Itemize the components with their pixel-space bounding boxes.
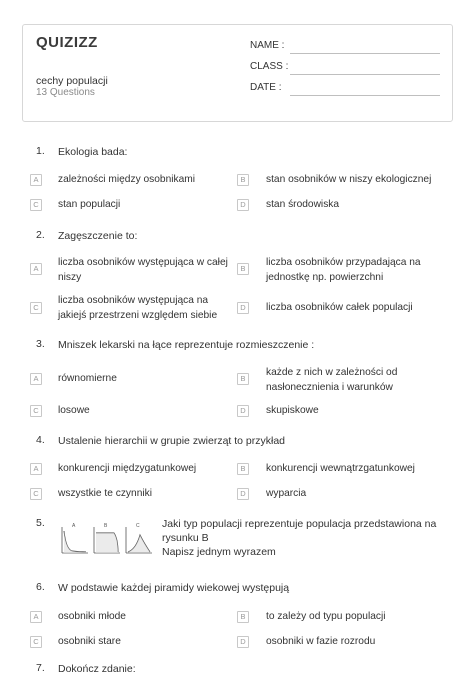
option-text: konkurencji wewnątrzgatunkowej	[266, 463, 415, 474]
svg-text:B: B	[104, 523, 108, 529]
option-text: liczba osobników całek populacji	[266, 302, 413, 313]
age-distribution-curves-figure	[58, 519, 156, 559]
option-letter-box[interactable]: A	[30, 611, 42, 623]
question-number: 2.	[36, 229, 45, 241]
option-text: liczba osobników występująca w całej niszy	[58, 257, 228, 283]
option-letter-box[interactable]: A	[30, 463, 42, 475]
option-text: osobniki stare	[58, 636, 121, 647]
option-letter-box[interactable]: A	[30, 373, 42, 385]
option-text: konkurencji międzygatunkowej	[58, 463, 197, 474]
option-text: stan środowiska	[266, 199, 340, 210]
option-text: równomierne	[58, 373, 117, 384]
question-number: 4.	[36, 434, 45, 446]
question-number: 7.	[36, 662, 45, 674]
option-text: skupiskowe	[266, 405, 319, 416]
option-letter-box[interactable]: D	[237, 302, 249, 314]
question-text: Dokończ zdanie:	[58, 663, 136, 675]
option-text: osobniki w fazie rozrodu	[266, 636, 376, 647]
option-letter-box[interactable]: B	[237, 174, 249, 186]
name-field[interactable]	[290, 53, 440, 54]
question-text: Jaki typ populacji reprezentuje populacja przedstawiona na rysunku B	[162, 518, 437, 544]
option-text: każde z nich w zależności od nasłonecznienia i warunków	[266, 367, 398, 393]
question-number: 5.	[36, 517, 45, 529]
option-letter-box[interactable]: D	[237, 199, 249, 211]
option-text: zależności między osobnikami	[58, 174, 196, 185]
class-label: CLASS :	[250, 61, 289, 72]
option-text: wszystkie te czynniki	[58, 488, 152, 499]
svg-text:A: A	[72, 523, 76, 529]
option-letter-box[interactable]: D	[237, 636, 249, 648]
question-text: Ustalenie hierarchii w grupie zwierząt to przykład	[58, 435, 286, 447]
date-label: DATE :	[250, 82, 282, 93]
question-count: 13 Questions	[36, 87, 95, 98]
question-number: 6.	[36, 581, 45, 593]
option-letter-box[interactable]: A	[30, 174, 42, 186]
question-text: W podstawie każdej piramidy wiekowej występują	[58, 582, 290, 594]
option-letter-box[interactable]: C	[30, 405, 42, 417]
question-number: 1.	[36, 145, 45, 157]
option-letter-box[interactable]: B	[237, 463, 249, 475]
question-number: 3.	[36, 338, 45, 350]
option-letter-box[interactable]: B	[237, 373, 249, 385]
worksheet-title: cechy populacji	[36, 75, 108, 87]
option-text: liczba osobników przypadająca na jednostkę np. powierzchni	[266, 257, 421, 283]
option-letter-box[interactable]: C	[30, 636, 42, 648]
svg-text:C: C	[136, 523, 140, 529]
option-text: osobniki młode	[58, 611, 126, 622]
population-figure	[58, 519, 156, 559]
option-letter-box[interactable]: C	[30, 302, 42, 314]
question-subtext: Napisz jednym wyrazem	[162, 546, 276, 558]
option-text: to zależy od typu populacji	[266, 611, 386, 622]
option-text: wyparcia	[266, 488, 307, 499]
option-text: stan osobników w niszy ekologicznej	[266, 174, 432, 185]
option-letter-box[interactable]: A	[30, 263, 42, 275]
question-text: Zagęszczenie to:	[58, 230, 138, 242]
option-text: losowe	[58, 405, 90, 416]
option-text: stan populacji	[58, 199, 121, 210]
option-letter-box[interactable]: B	[237, 263, 249, 275]
date-field[interactable]	[290, 95, 440, 96]
name-label: NAME :	[250, 40, 285, 51]
option-letter-box[interactable]: D	[237, 405, 249, 417]
option-letter-box[interactable]: C	[30, 488, 42, 500]
option-letter-box[interactable]: B	[237, 611, 249, 623]
question-text: Ekologia bada:	[58, 146, 128, 158]
option-letter-box[interactable]: C	[30, 199, 42, 211]
option-text: liczba osobników występująca na jakiejś przestrzeni względem siebie	[58, 295, 218, 321]
question-text: Mniszek lekarski na łące reprezentuje rozmieszczenie :	[58, 339, 315, 351]
option-letter-box[interactable]: D	[237, 488, 249, 500]
class-field[interactable]	[290, 74, 440, 75]
quizizz-logo: QUIZIZZ	[36, 34, 98, 51]
